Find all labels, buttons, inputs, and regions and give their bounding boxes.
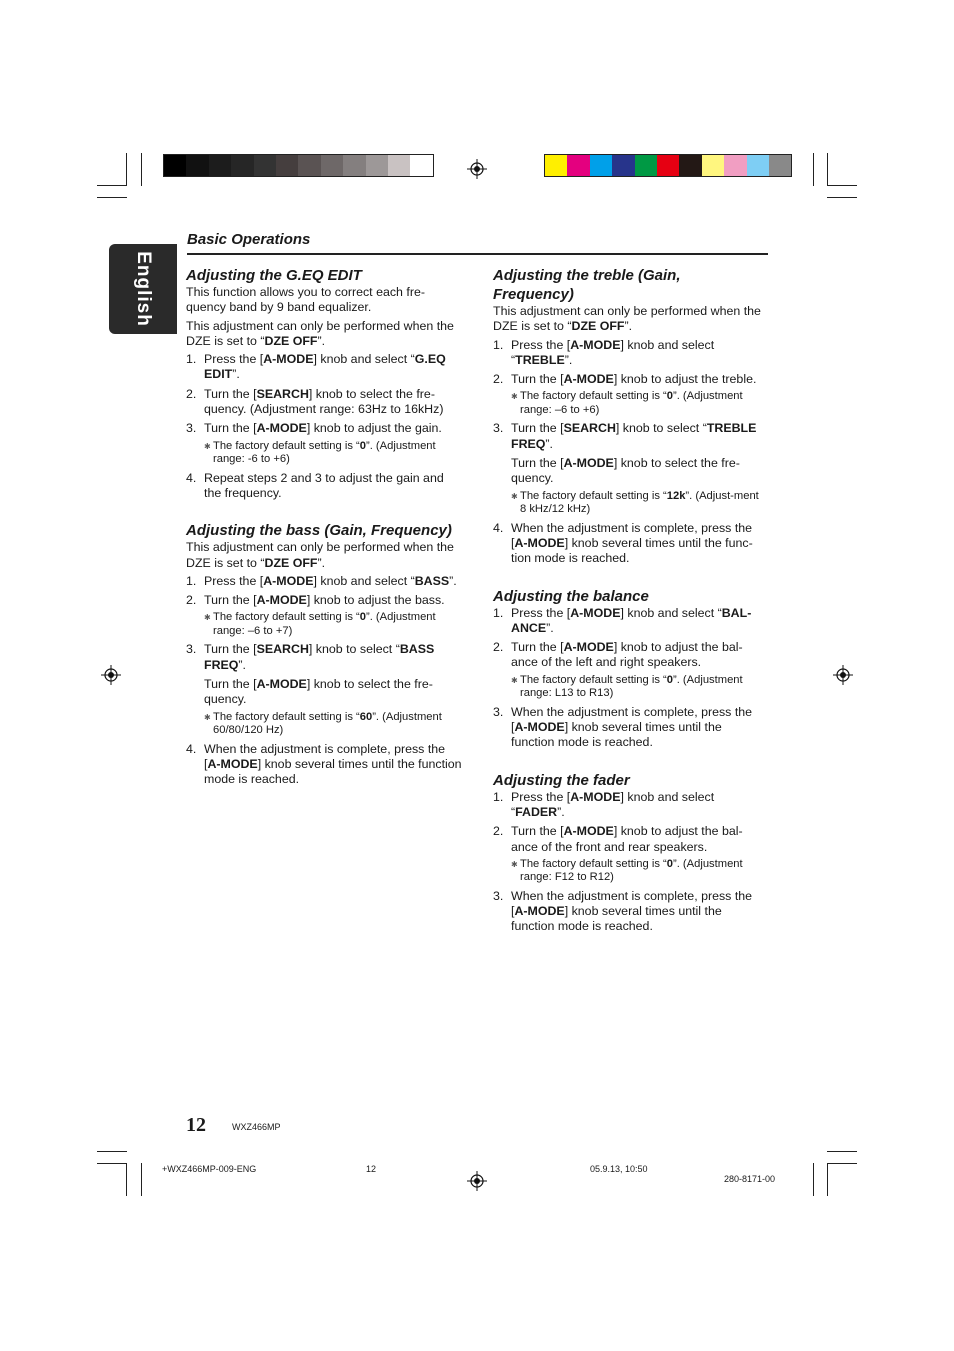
- step-number: 3.: [493, 421, 504, 436]
- step-text: Press the [A-MODE] knob and select “G.EQ EDIT”.: [204, 352, 446, 382]
- step-text: Turn the [SEARCH] knob to select “TREBLE FREQ”.: [511, 421, 757, 451]
- crop-mark: [141, 153, 142, 186]
- step-item: [493, 521, 765, 567]
- balance-steps: [493, 606, 765, 751]
- step-number: 2.: [493, 824, 504, 839]
- step-text: Turn the [A-MODE] knob to adjust the bal-ance of the front and rear speakers.: [511, 824, 743, 854]
- default-setting-note: ✱ The factory default setting is “0”. (Adjustment range: -6 to +6): [204, 439, 436, 466]
- geq-intro: This function allows you to correct each fre-quency band by 9 band equalizer.: [186, 285, 425, 315]
- right-column: [493, 266, 765, 939]
- step-text: Repeat steps 2 and 3 to adjust the gain and the frequency.: [204, 470, 444, 500]
- step-item: [186, 642, 462, 737]
- crop-mark: [827, 153, 828, 186]
- crop-mark: [827, 1163, 828, 1196]
- color-swatch: [298, 155, 320, 176]
- step-item: [186, 387, 462, 418]
- step-text: Turn the [A-MODE] knob to adjust the treble.: [511, 372, 757, 387]
- print-datetime: 05.9.13, 10:50: [590, 1164, 648, 1174]
- crop-mark: [827, 1163, 857, 1164]
- step-item: [186, 421, 462, 466]
- default-setting-note: ✱ The factory default setting is “0”. (Adjustment range: F12 to R12): [511, 857, 743, 884]
- crop-mark: [97, 185, 127, 186]
- grayscale-color-bar: [163, 154, 434, 177]
- step-number: 1.: [493, 605, 504, 620]
- note-bullet-icon: ✱: [204, 712, 211, 722]
- treble-dze-note: This adjustment can only be performed when the DZE is set to “DZE OFF”.: [493, 304, 761, 334]
- color-swatch: [590, 155, 612, 176]
- step-item: [493, 606, 765, 637]
- step-item: [186, 471, 462, 502]
- color-swatch: [769, 155, 791, 176]
- step-item: [186, 574, 462, 589]
- color-swatch: [635, 155, 657, 176]
- step-item: [493, 372, 765, 417]
- step-item: [493, 889, 765, 935]
- step-text: Turn the [SEARCH] knob to select the fre-quency. (Adjustment range: 63Hz to 16kHz): [204, 386, 444, 417]
- step-number: 1.: [493, 337, 504, 352]
- page-number: 12: [186, 1114, 206, 1136]
- language-tab-label: English: [133, 251, 154, 327]
- color-swatch: [254, 155, 276, 176]
- color-swatch: [343, 155, 365, 176]
- note-bullet-icon: ✱: [511, 491, 518, 501]
- step-item: [186, 593, 462, 638]
- crop-mark: [126, 153, 127, 186]
- step-extra-text: Turn the [A-MODE] knob to select the fre-quency.: [204, 677, 433, 707]
- step-item: [493, 338, 765, 369]
- heading-geq-edit: Adjusting the G.EQ EDIT: [186, 267, 362, 284]
- color-swatch: [545, 155, 567, 176]
- note-bullet-icon: ✱: [511, 675, 518, 685]
- color-swatch: [366, 155, 388, 176]
- bass-steps: [186, 574, 462, 788]
- note-bullet-icon: ✱: [204, 441, 211, 451]
- color-swatch: [209, 155, 231, 176]
- color-swatch: [410, 155, 432, 176]
- color-swatch: [321, 155, 343, 176]
- default-setting-note: ✱ The factory default setting is “0”. (Adjustment range: L13 to R13): [511, 673, 743, 700]
- crop-mark: [97, 197, 127, 198]
- color-swatch: [612, 155, 634, 176]
- crop-mark: [827, 197, 857, 198]
- step-number: 2.: [493, 372, 504, 387]
- section-rule: [187, 253, 768, 255]
- process-color-bar: [544, 154, 792, 177]
- step-text: Turn the [A-MODE] knob to adjust the bal-ance of the left and right speakers.: [511, 640, 743, 670]
- geq-dze-note: This adjustment can only be performed when the DZE is set to “DZE OFF”.: [186, 318, 454, 348]
- default-setting-note: ✱ The factory default setting is “60”. (Adjustment 60/80/120 Hz): [204, 710, 442, 737]
- geq-steps: [186, 352, 462, 501]
- file-name: +WXZ466MP-009-ENG: [162, 1164, 257, 1174]
- step-text: Turn the [SEARCH] knob to select “BASS FREQ”.: [204, 642, 435, 672]
- color-swatch: [164, 155, 186, 176]
- step-text: Press the [A-MODE] knob and select “BAL-ANCE”.: [511, 605, 752, 635]
- step-extra-text: Turn the [A-MODE] knob to select the fre-quency.: [511, 456, 740, 486]
- step-text: Press the [A-MODE] knob and select “TREBLE”.: [511, 337, 715, 367]
- step-text: Press the [A-MODE] knob and select “BASS”.: [204, 573, 457, 588]
- note-bullet-icon: ✱: [204, 613, 211, 623]
- language-tab: [109, 244, 177, 334]
- step-item: [493, 421, 765, 516]
- step-item: [186, 742, 462, 788]
- step-text: When the adjustment is complete, press the [A-MODE] knob several times until the function mode is reached.: [204, 741, 462, 787]
- registration-mark-icon: [101, 665, 121, 685]
- heading-treble: Adjusting the treble (Gain, Frequency): [493, 267, 681, 303]
- step-item: [493, 790, 765, 821]
- note-bullet-icon: ✱: [511, 392, 518, 402]
- step-number: 4.: [493, 520, 504, 535]
- step-number: 3.: [186, 642, 197, 657]
- color-swatch: [702, 155, 724, 176]
- default-setting-note: ✱ The factory default setting is “0”. (Adjustment range: –6 to +6): [511, 390, 743, 416]
- step-text: Press the [A-MODE] knob and select “FADER”.: [511, 789, 715, 819]
- step-text: Turn the [A-MODE] knob to adjust the gain.: [204, 421, 442, 436]
- model-name: WXZ466MP: [232, 1122, 281, 1132]
- crop-mark: [813, 1163, 814, 1196]
- step-text: When the adjustment is complete, press the [A-MODE] knob several times until the function mode is reached.: [511, 888, 753, 934]
- color-swatch: [276, 155, 298, 176]
- left-column: [186, 266, 462, 792]
- step-number: 1.: [186, 573, 197, 588]
- crop-mark: [827, 185, 857, 186]
- color-swatch: [724, 155, 746, 176]
- crop-mark: [126, 1163, 127, 1196]
- crop-mark: [141, 1163, 142, 1196]
- note-bullet-icon: ✱: [511, 859, 518, 869]
- step-item: [493, 705, 765, 751]
- step-item: [493, 640, 765, 701]
- registration-mark-icon: [467, 159, 487, 179]
- step-number: 4.: [186, 470, 197, 485]
- default-setting-note: ✱ The factory default setting is “0”. (Adjustment range: –6 to +7): [204, 611, 436, 637]
- crop-mark: [97, 1151, 127, 1152]
- step-number: 4.: [186, 741, 197, 756]
- step-text: Turn the [A-MODE] knob to adjust the bass.: [204, 593, 445, 608]
- default-setting-note: ✱ The factory default setting is “12k”. (Adjust-ment 8 kHz/12 kHz): [511, 489, 759, 516]
- color-swatch: [567, 155, 589, 176]
- heading-bass: Adjusting the bass (Gain, Frequency): [186, 522, 452, 540]
- color-swatch: [186, 155, 208, 176]
- step-number: 3.: [493, 704, 504, 719]
- registration-mark-icon: [467, 1171, 487, 1191]
- bass-dze-note: This adjustment can only be performed when the DZE is set to “DZE OFF”.: [186, 540, 454, 570]
- part-number: 280-8171-00: [724, 1174, 776, 1184]
- step-number: 1.: [186, 352, 197, 367]
- color-swatch: [679, 155, 701, 176]
- step-number: 3.: [186, 421, 197, 436]
- step-text: When the adjustment is complete, press the [A-MODE] knob several times until the function mode is reached.: [511, 704, 753, 750]
- step-text: When the adjustment is complete, press the [A-MODE] knob several times until the func-tion mode is reached.: [511, 520, 753, 566]
- heading-balance: Adjusting the balance: [493, 587, 649, 605]
- step-number: 3.: [493, 888, 504, 903]
- crop-mark: [827, 1151, 857, 1152]
- step-item: [186, 352, 462, 383]
- treble-steps: [493, 338, 765, 567]
- fader-steps: [493, 790, 765, 935]
- step-item: [493, 824, 765, 885]
- color-swatch: [388, 155, 410, 176]
- step-number: 2.: [186, 593, 197, 608]
- color-swatch: [747, 155, 769, 176]
- heading-fader: Adjusting the fader: [493, 771, 630, 789]
- color-swatch: [657, 155, 679, 176]
- crop-mark: [97, 1163, 127, 1164]
- file-page-number: 12: [366, 1164, 377, 1174]
- registration-mark-icon: [833, 665, 853, 685]
- step-number: 1.: [493, 789, 504, 804]
- step-number: 2.: [493, 640, 504, 655]
- crop-mark: [813, 153, 814, 186]
- color-swatch: [231, 155, 253, 176]
- step-number: 2.: [186, 386, 197, 401]
- section-title: Basic Operations: [187, 231, 311, 248]
